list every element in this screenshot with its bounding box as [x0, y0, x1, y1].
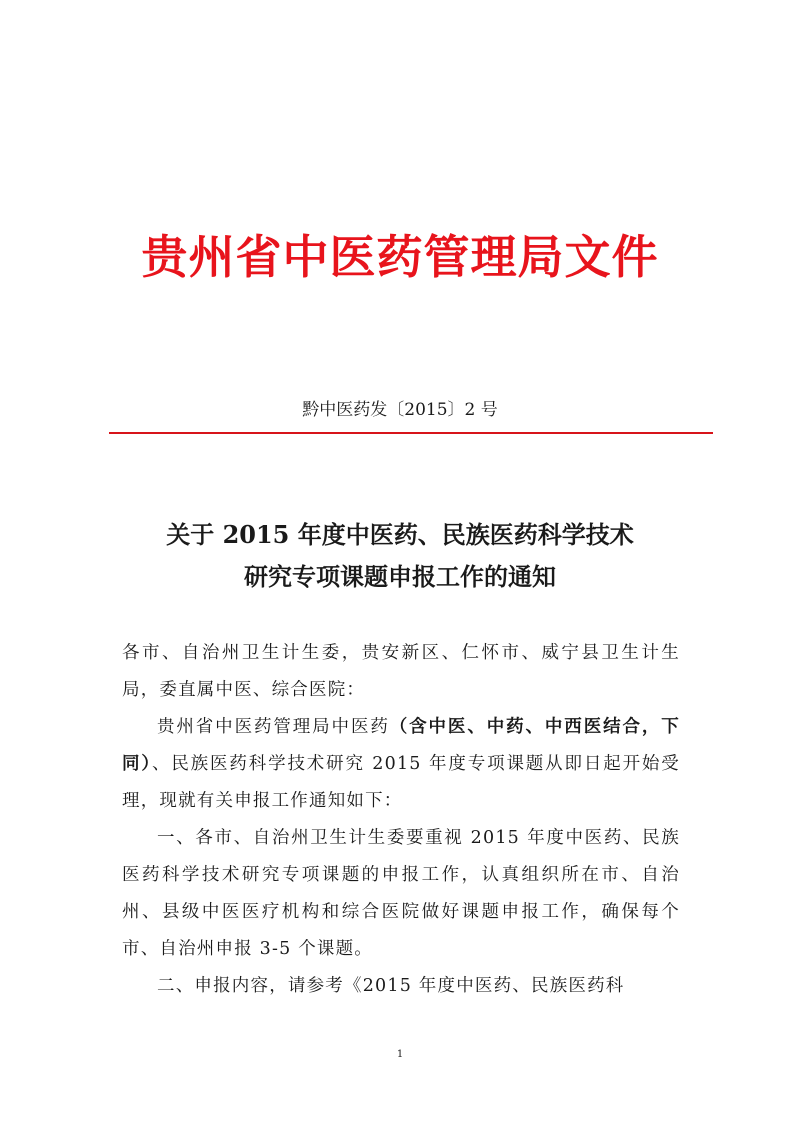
- notice-body: [122, 635, 680, 1005]
- page-number: 1: [396, 1049, 404, 1060]
- intro-bold-note: （含中医、中药、中西医结合，下同）: [122, 717, 680, 774]
- intro-suffix: 、民族医药科学技术研究 2015 年度专项课题从即日起开始受理，现就有关申报工作通知如下：: [122, 754, 680, 811]
- issuer-header-title: 贵州省中医药管理局文件: [141, 230, 659, 284]
- notice-title: [110, 514, 690, 598]
- addressee-paragraph: 各市、自治州卫生计生委，贵安新区、仁怀市、威宁县卫生计生局，委直属中医、综合医院：: [122, 643, 680, 700]
- red-divider-line: [109, 432, 713, 434]
- intro-paragraph: [122, 709, 680, 820]
- document-number: 黔中医药发〔2015〕2 号: [302, 400, 498, 420]
- notice-title-line-1: 关于 2015 年度中医药、民族医药科学技术: [166, 520, 634, 549]
- item-one-paragraph: 一、各市、自治州卫生计生委要重视 2015 年度中医药、民族医药科学技术研究专项课题的申报工作，认真组织所在市、自治州、县级中医医疗机构和综合医院做好课题申报工作，确保每个市、自治州申报 3-5 个课题。: [122, 828, 680, 959]
- notice-title-line-2: 研究专项课题申报工作的通知: [244, 562, 556, 591]
- intro-prefix: 贵州省中医药管理局中医药: [157, 717, 390, 737]
- item-two-paragraph: 二、申报内容，请参考《2015 年度中医药、民族医药科: [157, 976, 625, 996]
